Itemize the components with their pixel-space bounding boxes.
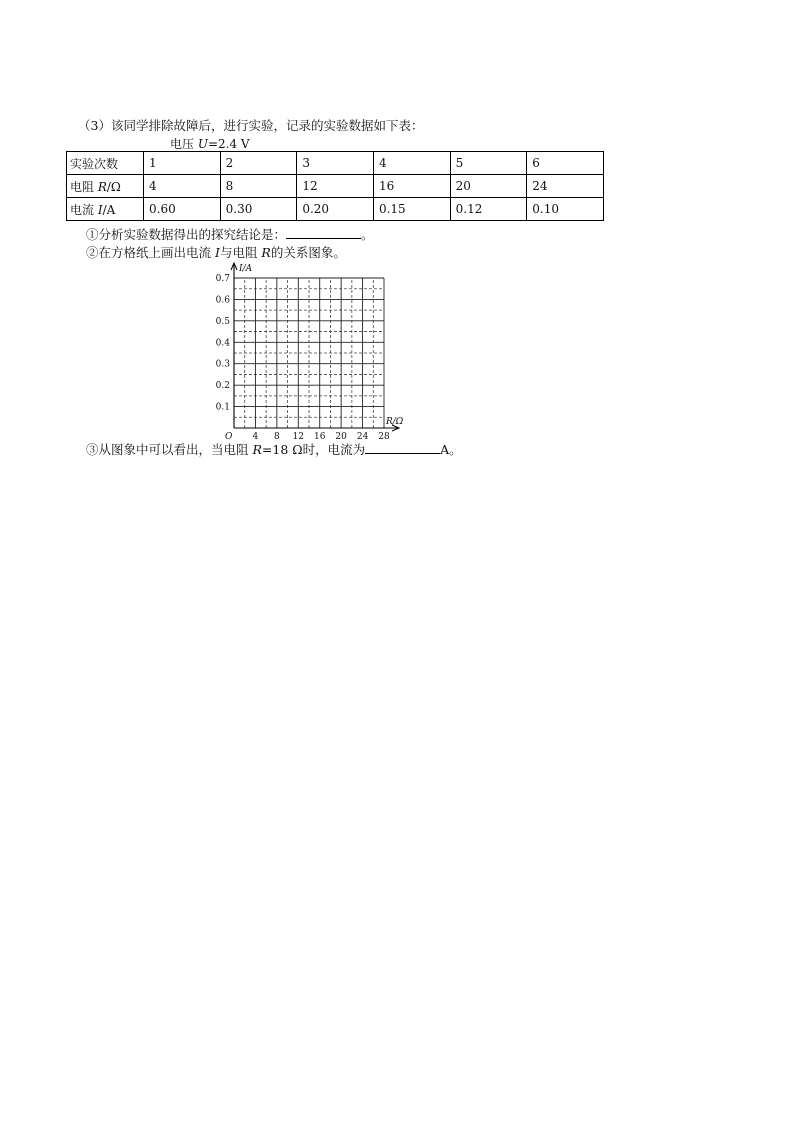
voltage-prefix: 电压 [170, 137, 198, 151]
question-3-part1: ③从图象中可以看出，当电阻 [86, 442, 253, 457]
table-cell: 4 [373, 152, 450, 175]
header-unit: /Ω [106, 179, 121, 194]
header-unit: /A [102, 202, 116, 217]
table-cell: 0.15 [373, 198, 450, 221]
table-cell: 4 [144, 175, 221, 198]
axes [231, 263, 399, 431]
table-cell: 1 [144, 152, 221, 175]
row-header-current [67, 198, 144, 221]
x-tick-label: 28 [378, 432, 390, 442]
x-tick-label: 24 [356, 432, 369, 442]
table-cell: 0.30 [220, 198, 297, 221]
y-tick-label: 0.2 [215, 381, 230, 392]
x-tick-label: 4 [252, 432, 259, 442]
table-row-current [67, 198, 604, 221]
y-axis-label: I/A [239, 264, 253, 274]
question-3 [86, 440, 462, 458]
grid-minor-lines [234, 278, 384, 428]
data-table [66, 151, 604, 221]
current-symbol: I [214, 245, 220, 260]
y-tick-label: 0.3 [215, 359, 230, 370]
table-cell: 5 [450, 152, 527, 175]
table-row-resistance [67, 175, 604, 198]
question-1-text: ①分析实验数据得出的探究结论是： [86, 227, 287, 242]
table-cell: 8 [220, 175, 297, 198]
table-row-trial [67, 152, 604, 175]
y-tick-label: 0.1 [215, 402, 230, 413]
header-prefix: 电阻 [70, 179, 98, 194]
y-tick-label: 0.4 [215, 338, 230, 349]
question-3-suffix: A。 [440, 442, 462, 457]
question-1-suffix: 。 [361, 227, 374, 242]
answer-blank-3[interactable] [365, 440, 440, 454]
voltage-caption [170, 135, 250, 152]
table-cell: 6 [527, 152, 604, 175]
intro-text: （3）该同学排除故障后，进行实验，记录的实验数据如下表： [78, 118, 424, 133]
table-cell: 2 [220, 152, 297, 175]
answer-blank-1[interactable] [286, 225, 361, 239]
voltage-value: =2.4 V [207, 137, 250, 151]
resistance-symbol: R [261, 245, 271, 260]
resistance-symbol: R [252, 442, 262, 457]
y-tick-label: 0.7 [215, 274, 230, 284]
table-cell: 12 [297, 175, 374, 198]
x-tick-label: 16 [313, 432, 326, 442]
question-2-part1: ②在方格纸上画出电流 [86, 245, 215, 260]
table-cell: 0.12 [450, 198, 527, 221]
x-axis-label: R/Ω [386, 417, 404, 427]
header-prefix: 电流 [70, 202, 98, 217]
table-cell: 3 [297, 152, 374, 175]
row-header-trial: 实验次数 [67, 152, 144, 175]
header-symbol: R [97, 179, 107, 194]
question-1 [86, 225, 374, 243]
row-header-resistance [67, 175, 144, 198]
table-cell: 0.10 [527, 198, 604, 221]
table-cell: 0.20 [297, 198, 374, 221]
header-symbol: I [97, 202, 103, 217]
table-cell: 16 [373, 175, 450, 198]
x-tick-label: 20 [335, 432, 347, 442]
question-2-part2: 与电阻 [219, 245, 262, 260]
x-tick-label: 8 [273, 432, 280, 442]
y-tick-label: 0.5 [215, 316, 230, 327]
question-3-part2: =18 Ω时，电流为 [261, 442, 366, 457]
table-cell: 24 [527, 175, 604, 198]
graph-paper[interactable] [212, 258, 412, 443]
table-cell: 20 [450, 175, 527, 198]
origin-label: O [225, 432, 233, 442]
y-tick-label: 0.6 [215, 295, 230, 306]
voltage-symbol: U [197, 137, 208, 151]
question-2-part3: 的关系图象。 [270, 245, 346, 260]
x-tick-label: 12 [292, 432, 305, 442]
table-cell: 0.60 [144, 198, 221, 221]
